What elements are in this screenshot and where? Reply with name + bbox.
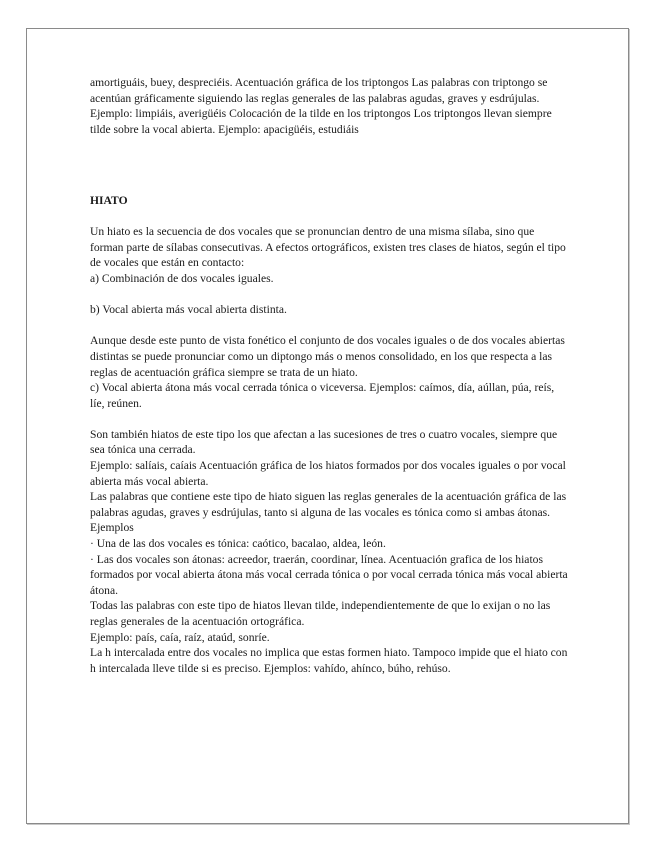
paragraph: La h intercalada entre dos vocales no implica que estas formen hiato. Tampoco impide que el hiato con h intercalada lleve tilde si es preciso. Ejemplos: vahído, ahínco, búho, rehúso. (90, 646, 571, 675)
paragraph: Las palabras que contiene este tipo de hiato siguen las reglas generales de la acentuación gráfica de las palabras agudas, graves y esdrújulas, tanto si alguna de las vocales es tónica como si ambas átonas. (90, 490, 570, 519)
paragraph: c) Vocal abierta átona más vocal cerrada tónica o viceversa. Ejemplos: caímos, día, aúllan, púa, reís, líe, reúnen. (90, 381, 558, 410)
document-body (90, 75, 570, 676)
paragraph: b) Vocal abierta más vocal abierta distinta. (90, 303, 287, 317)
paragraph: Aunque desde este punto de vista fonético el conjunto de dos vocales iguales o de dos vocales abiertas distintas se puede pronunciar como un diptongo más o menos consolidado, en los que respecta a las reglas de acentuación gráfica siempre se trata de un hiato. (90, 334, 568, 379)
paragraph: Son también hiatos de este tipo los que afectan a las sucesiones de tres o cuatro vocales, siempre que sea tónica una cerrada. (90, 427, 561, 457)
spacer (90, 209, 570, 225)
spacer (90, 318, 570, 334)
paragraph: a) Combinación de dos vocales iguales. (90, 271, 274, 285)
paragraph: Ejemplos (90, 521, 134, 535)
intro-paragraph: amortiguáis, buey, despreciéis. Acentuación gráfica de los triptongos Las palabras con triptongo se acentúan gráficamente siguiendo las reglas generales de las palabras agudas, graves y esdrújulas. Ejemplo: limpiáis, averigüéis Colocación de la tilde en los triptongos Los triptongos llevan siempre tilde sobre la vocal abierta. Ejemplo: apacigüéis, estudiáis (90, 76, 555, 136)
spacer (90, 137, 570, 177)
spacer (90, 411, 570, 427)
spacer (90, 177, 570, 193)
paragraph: Un hiato es la secuencia de dos vocales que se pronuncian dentro de una misma sílaba, sino que forman parte de sílabas consecutivas. A efectos ortográficos, existen tres clases de hiatos, según el tipo de vocales que están en contacto: (90, 225, 569, 270)
section-heading: HIATO (90, 193, 128, 207)
spacer (90, 287, 570, 303)
paragraph: Ejemplo: país, caía, raíz, ataúd, sonríe. (90, 630, 270, 644)
paragraph: Ejemplo: salíais, caíais Acentuación gráfica de los hiatos formados por dos vocales iguales o por vocal abierta más vocal abierta. (90, 459, 569, 488)
paragraph: Todas las palabras con este tipo de hiatos llevan tilde, independientemente de que lo exijan o no las reglas generales de la acentuación ortográfica. (90, 599, 554, 628)
list-item: · Una de las dos vocales es tónica: caótico, bacalao, aldea, león. (90, 537, 386, 551)
list-item: · Las dos vocales son átonas: acreedor, traerán, coordinar, línea. Acentuación grafica de los hiatos formados por vocal abierta átona más vocal cerrada tónica o por vocal cerrada tónica más vocal abierta átona. (90, 552, 571, 597)
